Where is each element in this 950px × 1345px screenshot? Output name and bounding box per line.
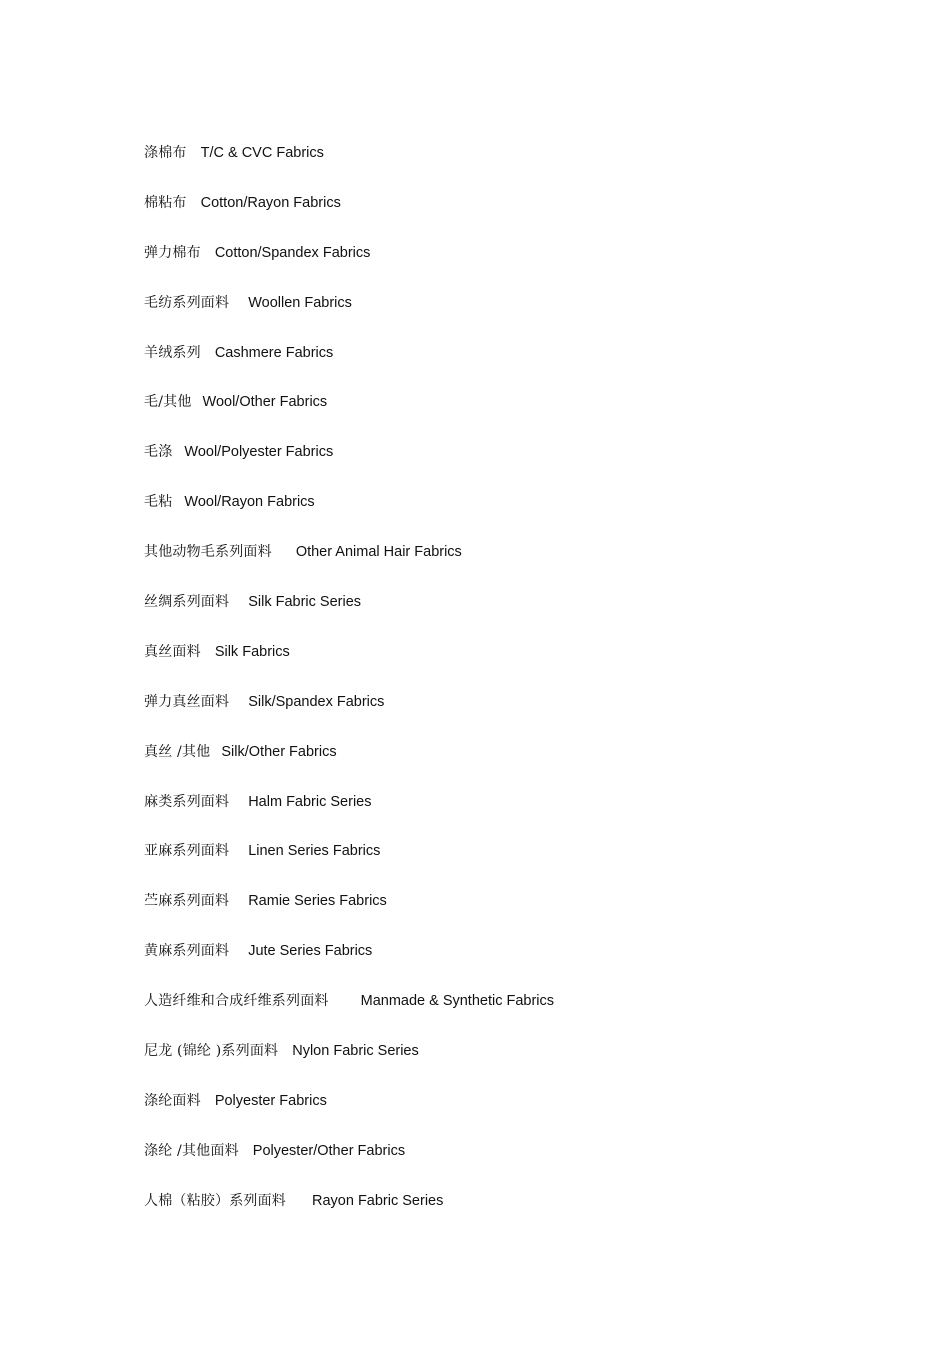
list-item: [144, 242, 904, 292]
chinese-term: 其他动物毛系列面料: [144, 544, 272, 561]
english-term: Silk/Other Fabrics: [221, 743, 337, 760]
list-item: [144, 940, 904, 990]
english-term: Ramie Series Fabrics: [248, 893, 387, 910]
chinese-term: 涤纶 /其他面料: [144, 1142, 239, 1159]
list-item: [144, 840, 904, 890]
chinese-term: 黄麻系列面料: [144, 943, 230, 960]
chinese-term: 羊绒系列: [144, 344, 201, 361]
chinese-term: 人造纤维和合成纤维系列面料: [144, 993, 329, 1010]
english-term: Woollen Fabrics: [248, 294, 352, 311]
chinese-term: 丝绸系列面料: [144, 594, 230, 611]
chinese-term: 毛/其他: [144, 394, 192, 411]
chinese-term: 真丝 /其他: [144, 743, 211, 760]
chinese-term: 毛粘: [144, 494, 173, 511]
list-item: [144, 142, 904, 192]
chinese-term: 苎麻系列面料: [144, 893, 230, 910]
english-term: Wool/Polyester Fabrics: [184, 444, 334, 461]
list-item: [144, 342, 904, 392]
list-item: [144, 591, 904, 641]
chinese-term: 尼龙 (锦纶 )系列面料: [144, 1043, 279, 1060]
english-term: Cotton/Spandex Fabrics: [214, 244, 371, 261]
english-term: Cotton/Rayon Fabrics: [200, 194, 341, 211]
chinese-term: 毛纺系列面料: [144, 294, 230, 311]
english-term: Polyester/Other Fabrics: [252, 1142, 406, 1159]
english-term: T/C & CVC Fabrics: [200, 145, 324, 161]
chinese-term: 弹力真丝面料: [144, 693, 230, 710]
english-term: Cashmere Fabrics: [214, 344, 334, 361]
list-item: [144, 391, 904, 441]
english-term: Silk Fabric Series: [248, 594, 362, 611]
english-term: Jute Series Fabrics: [248, 943, 373, 960]
list-item: [144, 641, 904, 691]
chinese-term: 真丝面料: [144, 643, 201, 660]
english-term: Wool/Other Fabrics: [202, 394, 328, 411]
list-item: [144, 1140, 904, 1190]
english-term: Silk Fabrics: [214, 643, 290, 660]
list-item: [144, 691, 904, 741]
english-term: Halm Fabric Series: [248, 793, 372, 810]
chinese-term: 人棉（粘胶）系列面料: [144, 1192, 286, 1209]
english-term: Nylon Fabric Series: [292, 1043, 419, 1060]
list-item: [144, 1040, 904, 1090]
chinese-term: 涤棉布: [144, 145, 187, 161]
english-term: Other Animal Hair Fabrics: [295, 544, 462, 561]
list-item: [144, 541, 904, 591]
list-item: [144, 890, 904, 940]
english-term: Rayon Fabric Series: [312, 1192, 444, 1209]
english-term: Polyester Fabrics: [214, 1092, 327, 1109]
english-term: Manmade & Synthetic Fabrics: [360, 993, 555, 1010]
list-item: [144, 491, 904, 541]
english-term: Linen Series Fabrics: [248, 843, 381, 860]
chinese-term: 弹力棉布: [144, 244, 201, 261]
fabric-term-list: [144, 142, 904, 1240]
english-term: Silk/Spandex Fabrics: [248, 693, 385, 710]
chinese-term: 麻类系列面料: [144, 793, 230, 810]
chinese-term: 亚麻系列面料: [144, 843, 230, 860]
list-item: [144, 791, 904, 841]
english-term: Wool/Rayon Fabrics: [184, 494, 315, 511]
list-item: [144, 741, 904, 791]
list-item: [144, 1190, 904, 1240]
list-item: [144, 192, 904, 242]
chinese-term: 涤纶面料: [144, 1092, 201, 1109]
list-item: [144, 292, 904, 342]
list-item: [144, 441, 904, 491]
chinese-term: 棉粘布: [144, 194, 187, 211]
chinese-term: 毛涤: [144, 444, 173, 461]
list-item: [144, 1090, 904, 1140]
list-item: [144, 990, 904, 1040]
